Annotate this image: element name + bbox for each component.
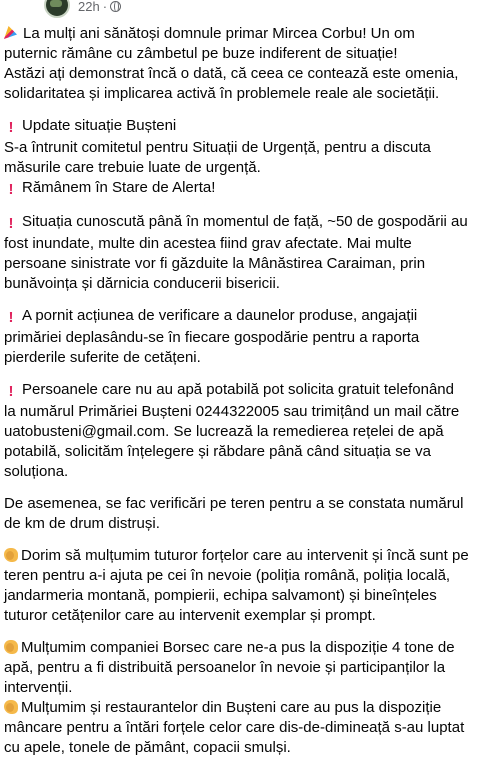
post-line: ! Persoanele care nu au apă potabilă pot solicita gratuit telefonând (4, 380, 476, 402)
post-line: Mulțumim și restaurantelor din Bușteni care au pus la dispoziție (4, 698, 476, 718)
post-line: primăriei deplasându-se în fiecare gospodărie pentru a raporta (4, 329, 420, 346)
post-line: ! Rămânem în Stare de Alerta! (4, 178, 476, 200)
post-line: ! Update situație Bușteni (4, 116, 476, 138)
post-line: teren pentru a-i ajuta pe cei în nevoie (poliția română, poliția locală, (4, 567, 451, 584)
post-line: La mulți ani sănătoși domnule primar Mircea Corbu! Un om (4, 24, 476, 44)
post-line: ! Situația cunoscută până în momentul de față, ~50 de gospodării au (4, 212, 476, 234)
timestamp-text[interactable]: 22h (78, 0, 100, 14)
post-line: măsurile care trebuie luate de urgență. (4, 159, 261, 176)
paragraph-situation (4, 212, 476, 294)
post-line: Mulțumim companiei Borsec care ne-a pus la dispoziție 4 tone de (4, 638, 476, 658)
clapping-hands-icon (4, 700, 18, 714)
post-line: apă, pentru a fi distribuită persoanelor în nevoie și participanților la (4, 659, 446, 676)
paragraph-thanks-forces (4, 546, 476, 626)
globe-icon (110, 1, 121, 12)
post-line: cu apele, tonele de pământ, copacii smulși. (4, 739, 291, 756)
post-line: potabilă, solicităm înțelegere și răbdare până când situația se va (4, 443, 431, 460)
post-header (0, 0, 480, 20)
exclamation-icon: ! (8, 119, 14, 136)
clapping-hands-icon (4, 640, 18, 654)
post-line: pierderile suferite de cetățeni. (4, 349, 201, 366)
post-line: tuturor cetățenilor care au intervenit exemplar și prompt. (4, 607, 376, 624)
post-body (4, 24, 476, 770)
post-line: S-a întrunit comitetul pentru Situații de Urgență, pentru a discuta (4, 139, 431, 156)
post-line: puternic rămâne cu zâmbetul pe buze indiferent de situație! (4, 45, 398, 62)
post-line: Dorim să mulțumim tuturor forțelor care au intervenit și încă sunt pe (4, 546, 476, 566)
avatar[interactable] (44, 0, 70, 18)
post-line: solidaritatea și implicarea activă în problemele reale ale societății. (4, 85, 440, 102)
post-timestamp[interactable] (78, 0, 121, 14)
exclamation-icon: ! (8, 309, 14, 326)
post-line: mâncare pentru a întări forțele celor care dis-de-dimineață s-au luptat (4, 719, 465, 736)
post-line: la numărul Primăriei Bușteni 0244322005 sau trimițând un mail către (4, 403, 460, 420)
post-line: De asemenea, se fac verificări pe teren pentru a se constata numărul (4, 495, 464, 512)
post-line: Astăzi ați demonstrat încă o dată, că ceea ce contează este omenia, (4, 65, 459, 82)
post-line: fost inundate, multe din acestea fiind grav afectate. Mai multe (4, 235, 412, 252)
exclamation-icon: ! (8, 383, 14, 400)
post-line: soluționa. (4, 463, 69, 480)
post-line: persoane sinistrate vor fi găzduite la Mânăstirea Caraiman, prin (4, 255, 426, 272)
paragraph-birthday (4, 24, 476, 104)
paragraph-water (4, 380, 476, 482)
post-line: ! A pornit acțiunea de verificare a daunelor produse, angajații (4, 306, 476, 328)
paragraph-roads (4, 494, 476, 534)
clapping-hands-icon (4, 548, 18, 562)
post-line: uatobusteni@gmail.com. Se lucrează la remedierea rețelei de apă (4, 423, 444, 440)
post-line: de km de drum distruși. (4, 515, 160, 532)
party-popper-icon (4, 26, 17, 39)
post-line: intervenții. (4, 679, 73, 696)
separator: · (102, 0, 108, 14)
post-line: bunăvoința și dărnicia conducerii bisericii. (4, 275, 280, 292)
exclamation-icon: ! (8, 215, 14, 232)
paragraph-thanks-companies (4, 638, 476, 758)
post-line: jandarmeria montană, pompierii, echipa salvamont) și bineînțeles (4, 587, 437, 604)
paragraph-update (4, 116, 476, 200)
exclamation-icon: ! (8, 181, 14, 198)
paragraph-damage-check (4, 306, 476, 368)
